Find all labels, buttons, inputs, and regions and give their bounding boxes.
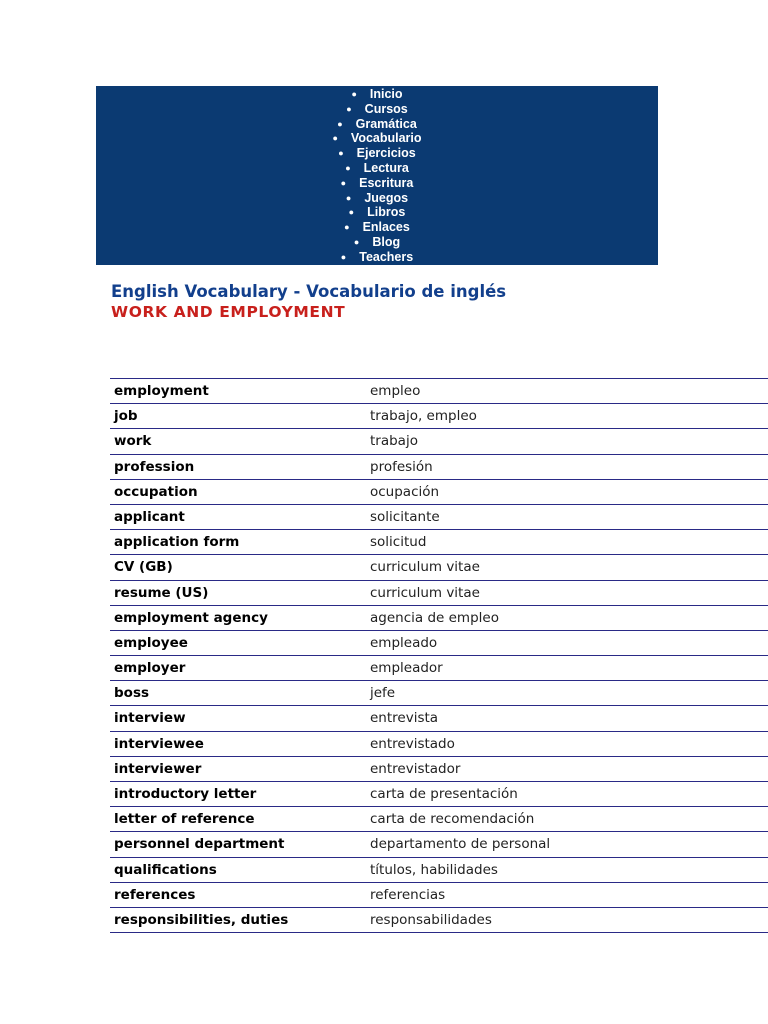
- table-row: [110, 555, 768, 580]
- english-term: job: [114, 408, 138, 425]
- spanish-translation: trabajo: [370, 433, 418, 450]
- english-term: employer: [114, 660, 186, 677]
- english-term: interviewee: [114, 735, 204, 752]
- bullet-icon: ●: [340, 177, 347, 188]
- nav-item-label: Enlaces: [362, 220, 410, 235]
- table-row: [110, 530, 768, 555]
- english-term: applicant: [114, 508, 185, 525]
- english-term: application form: [114, 534, 240, 551]
- nav-item-label: Teachers: [359, 249, 414, 264]
- bullet-icon: ●: [346, 103, 352, 114]
- nav-item-blog[interactable]: [96, 235, 658, 250]
- bullet-icon: ●: [338, 148, 344, 159]
- spanish-translation: empleado: [370, 634, 438, 651]
- spanish-translation: solicitud: [370, 534, 427, 551]
- table-row: [110, 606, 768, 631]
- table-row: [110, 908, 768, 933]
- english-term: employment: [114, 383, 209, 399]
- table-row: [110, 404, 768, 429]
- nav-item-label: Blog: [372, 234, 401, 249]
- spanish-translation: agencia de empleo: [370, 609, 499, 626]
- spanish-translation: jefe: [370, 685, 396, 702]
- nav-item-gramatica[interactable]: [96, 117, 658, 132]
- nav-item-enlaces[interactable]: [96, 220, 658, 235]
- spanish-translation: trabajo, empleo: [370, 408, 477, 425]
- bullet-icon: ●: [340, 251, 347, 262]
- bullet-icon: ●: [345, 192, 352, 203]
- english-term: interview: [114, 710, 186, 727]
- spanish-translation: empleador: [370, 660, 443, 677]
- english-term: introductory letter: [114, 786, 257, 802]
- spanish-translation: ocupación: [370, 483, 440, 500]
- bullet-icon: ●: [351, 89, 357, 99]
- table-row: [110, 581, 768, 606]
- table-row: [110, 681, 768, 706]
- english-term: resume (US): [114, 584, 209, 601]
- spanish-translation: carta de recomendación: [370, 811, 535, 828]
- nav-item-inicio[interactable]: [96, 87, 658, 102]
- table-row: [110, 807, 768, 832]
- page-subtitle: WORK AND EMPLOYMENT: [111, 303, 346, 321]
- bullet-icon: ●: [353, 236, 360, 247]
- nav-item-escritura[interactable]: [96, 176, 658, 191]
- bullet-icon: ●: [332, 133, 338, 144]
- spanish-translation: profesión: [370, 458, 433, 475]
- spanish-translation: títulos, habilidades: [370, 861, 498, 878]
- english-term: profession: [114, 458, 195, 475]
- english-term: responsibilities, duties: [114, 911, 289, 928]
- table-row: [110, 732, 768, 757]
- table-row: [110, 631, 768, 656]
- page-title: English Vocabulary - Vocabulario de inglés: [111, 282, 507, 301]
- nav-item-label: Inicio: [369, 87, 403, 101]
- vocabulary-table: [110, 378, 768, 933]
- nav-item-cursos[interactable]: [96, 102, 658, 117]
- spanish-translation: entrevista: [370, 710, 439, 727]
- english-term: occupation: [114, 483, 198, 500]
- bullet-icon: ●: [337, 118, 343, 129]
- spanish-translation: departamento de personal: [370, 836, 551, 853]
- spanish-translation: responsabilidades: [370, 911, 492, 928]
- table-row: [110, 883, 768, 908]
- nav-item-label: Cursos: [364, 101, 408, 116]
- table-row: [110, 782, 768, 807]
- table-row: [110, 832, 768, 857]
- nav-item-vocabulario[interactable]: [96, 131, 658, 146]
- spanish-translation: referencias: [370, 886, 446, 903]
- spanish-translation: entrevistador: [370, 760, 461, 777]
- english-term: boss: [114, 685, 150, 702]
- nav-item-label: Escritura: [359, 175, 414, 190]
- table-row: [110, 656, 768, 681]
- english-term: CV (GB): [114, 559, 173, 576]
- nav-item-lectura[interactable]: [96, 161, 658, 176]
- nav-item-label: Vocabulario: [350, 131, 422, 146]
- bullet-icon: ●: [345, 162, 351, 173]
- bullet-icon: ●: [348, 207, 355, 218]
- spanish-translation: curriculum vitae: [370, 584, 480, 601]
- table-row: [110, 429, 768, 454]
- spanish-translation: carta de presentación: [370, 786, 518, 802]
- table-row: [110, 505, 768, 530]
- table-row: [110, 706, 768, 731]
- english-term: references: [114, 886, 196, 903]
- bullet-icon: ●: [344, 222, 350, 233]
- nav-item-label: Gramática: [355, 116, 417, 131]
- spanish-translation: solicitante: [370, 508, 440, 525]
- spanish-translation: curriculum vitae: [370, 559, 480, 576]
- nav-item-juegos[interactable]: [96, 191, 658, 206]
- english-term: employment agency: [114, 609, 268, 626]
- english-term: qualifications: [114, 861, 217, 878]
- english-term: interviewer: [114, 760, 202, 777]
- table-row: [110, 858, 768, 883]
- table-row: [110, 379, 768, 404]
- nav-item-libros[interactable]: [96, 205, 658, 220]
- english-term: letter of reference: [114, 811, 255, 828]
- nav-item-label: Libros: [367, 205, 406, 220]
- table-row: [110, 757, 768, 782]
- table-row: [110, 455, 768, 480]
- english-term: personnel department: [114, 836, 285, 853]
- table-row: [110, 480, 768, 505]
- nav-item-ejercicios[interactable]: [96, 146, 658, 161]
- spanish-translation: entrevistado: [370, 735, 455, 752]
- spanish-translation: empleo: [370, 383, 421, 399]
- nav-item-teachers[interactable]: [96, 250, 658, 265]
- main-nav: [96, 86, 658, 265]
- nav-item-label: Lectura: [363, 160, 409, 175]
- nav-item-label: Ejercicios: [356, 146, 416, 161]
- english-term: employee: [114, 634, 188, 651]
- nav-item-label: Juegos: [364, 190, 409, 205]
- english-term: work: [114, 433, 152, 450]
